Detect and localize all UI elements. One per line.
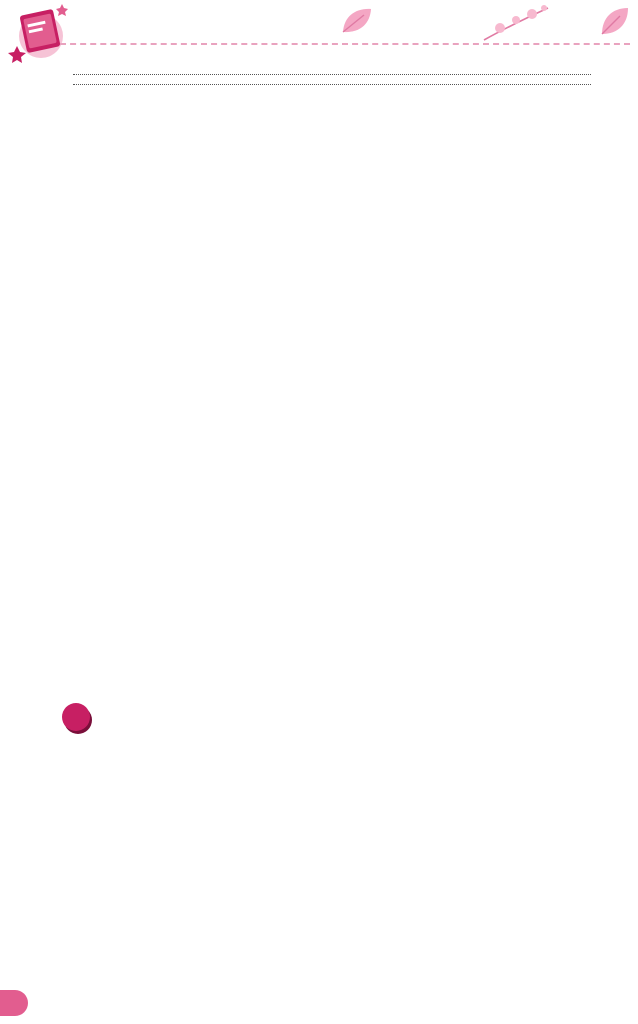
- dot-leader: [73, 74, 591, 75]
- book-icon: [6, 2, 76, 64]
- table-of-contents: [70, 72, 594, 89]
- leaf-icon: [340, 6, 374, 36]
- page-number-badge: [0, 990, 28, 1016]
- dot-leader: [73, 84, 591, 85]
- section-5-heading[interactable]: [70, 84, 594, 89]
- section-4-heading[interactable]: [70, 74, 594, 79]
- flower-branch-icon: [482, 2, 552, 42]
- part-3-banner[interactable]: [62, 703, 90, 731]
- leaf-icon: [598, 4, 632, 38]
- page-header: [0, 0, 638, 70]
- header-divider: [60, 43, 630, 45]
